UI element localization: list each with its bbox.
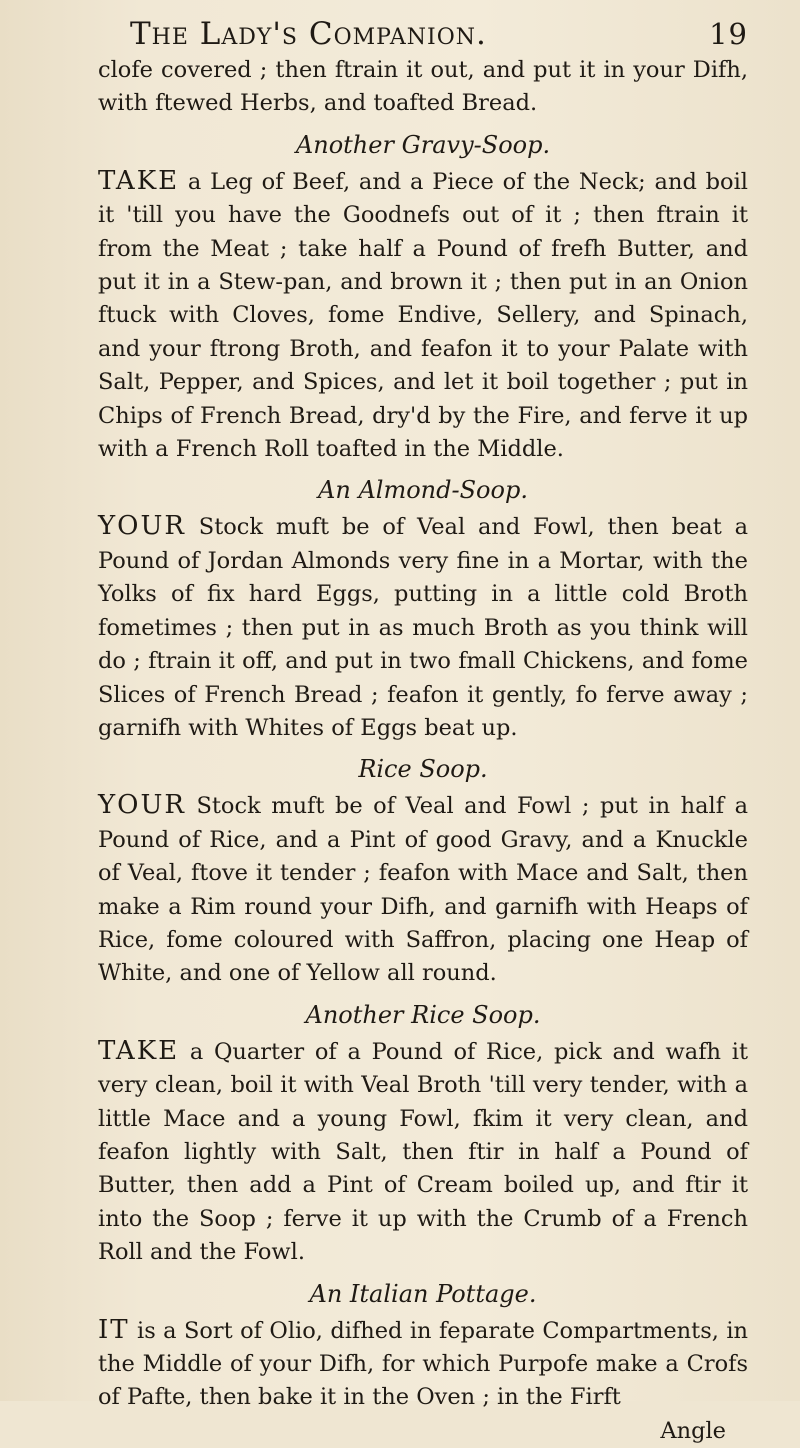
drop-cap: TAKE: [98, 1035, 180, 1066]
recipe-body: Stock muft be of Veal and Fowl, then beat a Pound of Jordan Almonds very fine in a Mortar, with the Yolks of fix hard Eggs, putting in a little cold Broth fometimes ; then put in as much Broth as you think will do ; ftrain it off, and put in two fmall Chickens, and fome Slices of French Bread ; feafon it gently, fo ferve away ; garnifh with Whites of Eggs beat up.: [98, 514, 748, 741]
page-number: 19: [709, 17, 748, 51]
recipe-body: a Leg of Beef, and a Piece of the Neck; and boil it 'till you have the Goodnefs out of it ; then ftrain it from the Meat ; take half a Pound of frefh Butter, and put it in a Stew-pan, and brown it ; then put in an Onion ftuck with Cloves, fome Endive, Sellery, and Spinach, and your ftrong Broth, and feafon it to your Palate with Salt, Pepper, and Spices, and let it boil together ; put in Chips of French Bread, dry'd by the Fire, and ferve it up with a French Roll toafted in the Middle.: [98, 168, 748, 463]
recipe-text: [98, 165, 748, 467]
recipe-body: a Quarter of a Pound of Rice, pick and wafh it very clean, boil it with Veal Broth 'till very tender, with a little Mace and a young Fowl, fkim it very clean, and feafon lightly with Salt, then ftir in half a Pound of Butter, then add a Pint of Cream boiled up, and ftir it into the Soop ; ferve it up with the Crumb of a French Roll and the Fowl.: [98, 1038, 748, 1266]
drop-cap: YOUR: [98, 511, 186, 542]
recipe-text: [98, 1314, 748, 1415]
recipe-text: [98, 510, 748, 745]
running-head: [98, 16, 748, 52]
recipe-heading: An Almond-Soop.: [318, 476, 528, 505]
drop-cap: IT: [98, 1314, 130, 1345]
drop-cap: YOUR: [98, 790, 186, 821]
recipe-text: [98, 789, 748, 990]
recipe-heading: Another Gravy-Soop.: [295, 130, 551, 159]
catchword: Angle: [660, 1417, 726, 1444]
recipe-heading: An Italian Pottage.: [309, 1279, 537, 1308]
recipe-heading: Rice Soop.: [358, 755, 488, 784]
recipe-body: is a Sort of Olio, difhed in feparate Compartments, in the Middle of your Difh, for which Purpofe make a Crofs of Pafte, then bake it in the Oven ; in the Firft: [98, 1317, 748, 1411]
drop-cap: TAKE: [98, 165, 180, 196]
continuation-text: clofe covered ; then ftrain it out, and put it in your Difh, with ftewed Herbs, and toafted Bread.: [98, 57, 748, 117]
recipe-body: Stock muft be of Veal and Fowl ; put in half a Pound of Rice, and a Pint of good Gravy, and a Knuckle of Veal, ftove it tender ; feafon with Mace and Salt, then make a Rim round your Difh, and garnifh with Heaps of Rice, fome coloured with Saffron, placing one Heap of White, and one of Yellow all round.: [98, 793, 748, 987]
recipe-text: [98, 1035, 748, 1270]
recipe-heading: Another Rice Soop.: [305, 1000, 541, 1029]
running-title: The Lady's Companion.: [130, 16, 487, 52]
